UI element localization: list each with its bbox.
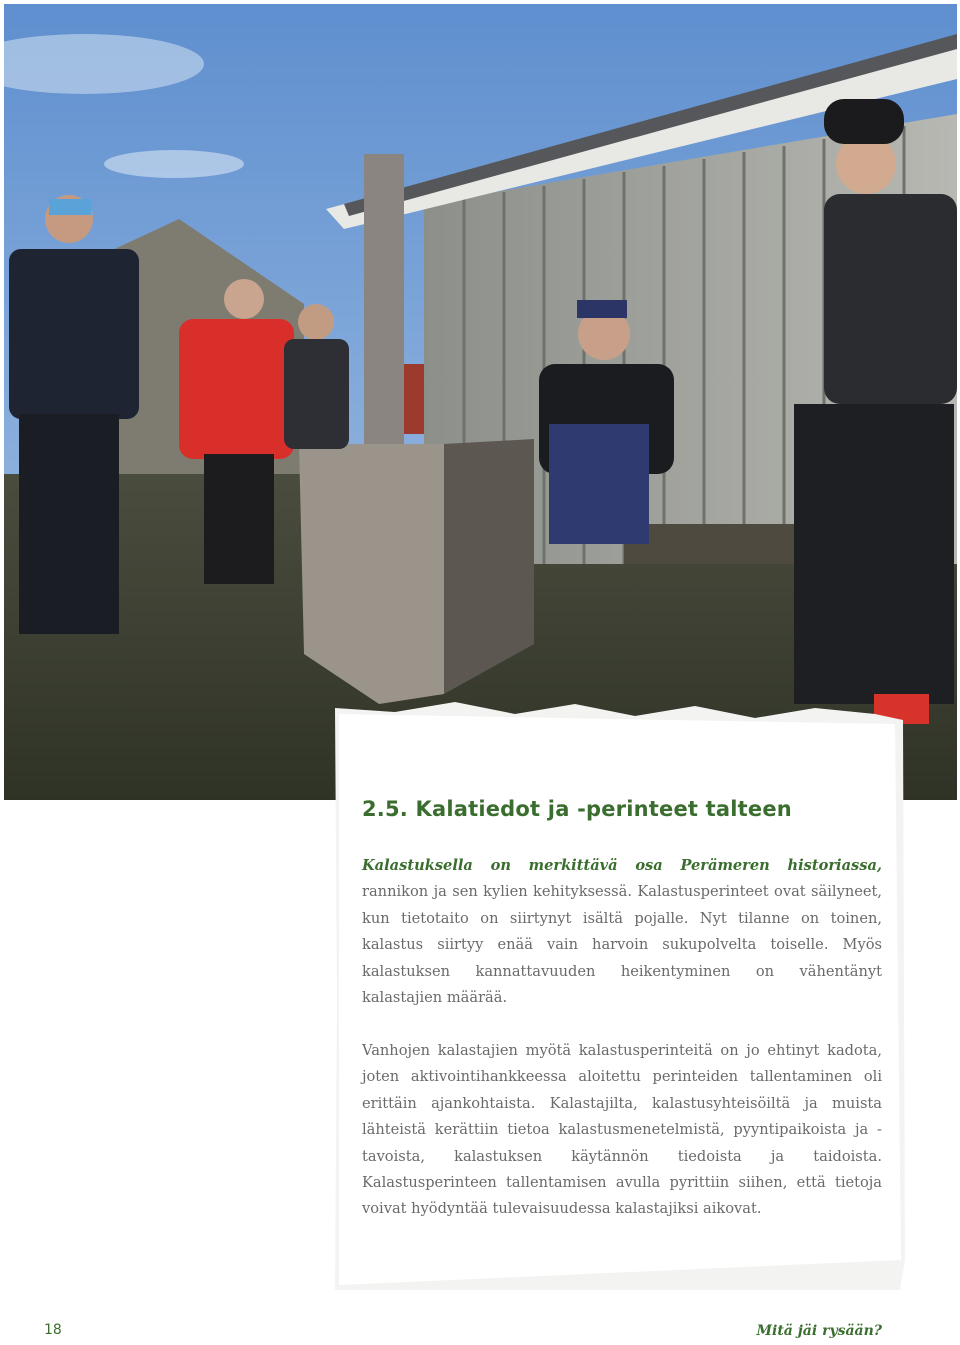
paragraph-2: Vanhojen kalastajien myötä kalastusperinteitä on jo ehtinyt kadota, joten aktivointihankkeessa aloitettu perinteiden tallentaminen oli erittäin ajankohtaista. Kalastajilta, kalastusyhteisöiltä ja muista lähteistä kerättiin tietoa kalastusmenetelmistä, pyyntipaikoista ja -tavoista, kalastuksen käytännön tiedoista ja taidoista. Kalastusperinteen tallentamisen avulla pyrittiin siihen, että tietoja voivat hyödyntää tulevaisuudessa kalastajiksi aikovat. — [362, 1042, 882, 1218]
paragraph-1-text: rannikon ja sen kylien kehityksessä. Kalastusperinteet ovat säilyneet, kun tietotaito on siirtynyt isältä pojalle. Nyt tilanne on toinen, kalastus siirtyy enää vain harvoin sukupolvelta toiselle. Myös kalastuksen kannattavuuden heikentyminen on vähentänyt kalastajien määrää. — [362, 883, 882, 1007]
section-heading: 2.5. Kalatiedot ja -perinteet talteen — [362, 797, 792, 821]
page-number: 18 — [44, 1322, 62, 1338]
cover-photo — [4, 4, 957, 800]
cloud — [104, 150, 244, 178]
fishermen-smokehouse-photo — [4, 4, 957, 800]
smoker-front — [299, 444, 444, 704]
smoker-chimney — [364, 154, 404, 454]
paragraph-1 — [362, 853, 882, 1011]
publication-title: Mitä jäi rysään? — [756, 1323, 882, 1339]
paragraph-1-lead: Kalastuksella on merkittävä osa Perämeren historiassa, — [362, 857, 882, 874]
